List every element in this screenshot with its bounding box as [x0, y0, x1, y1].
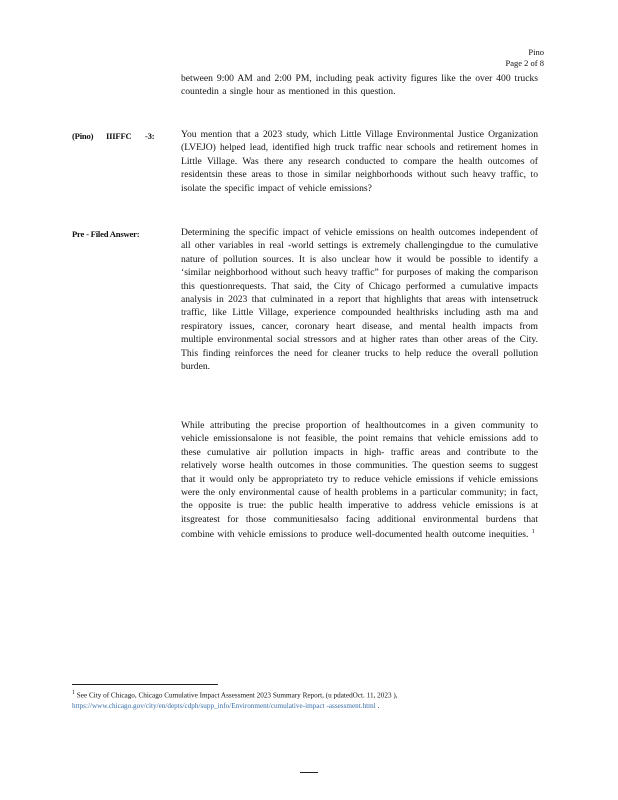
continuation-paragraph: between 9:00 AM and 2:00 PM, including peak activity figures like the over 400 trucks countedin a single hour as mentioned in this question. [181, 73, 538, 98]
footnote-text: See City of Chicago, Chicago Cumulative Impact Assessment 2023 Summary Report, (u pdatedOct. 11, 2023 ), [76, 691, 398, 700]
answer-label: Pre - Filed Answer: [72, 229, 140, 239]
question-number-label: -3: [145, 131, 155, 141]
footnote-reference: 1 [531, 529, 535, 536]
footnote-end: . [377, 702, 380, 711]
header-witness-name: Pino [528, 47, 544, 57]
question-id-label: IIIFFC [106, 131, 132, 141]
footnote-marker: 1 [72, 690, 75, 696]
question-witness-label: (Pino) [72, 131, 94, 141]
footnote-divider [72, 684, 218, 685]
answer-paragraph-2 [181, 419, 538, 542]
footnote [72, 688, 538, 712]
header-page-number: Page 2 of 8 [505, 58, 544, 68]
answer-paragraph-1: Determining the specific impact of vehicle emissions on health outcomes independent of all other variables in real -world settings is extremely challengingdue to the cumulative nature of pollution sources. It is also unclear how it would be possible to identify a ‘similar neighborhood without such heavy traffic” for purposes of making the comparison this questionrequests. That said, the City of Chicago performed a cumulative impacts analysis in 2023 that culminated in a report that highlights that areas with intensetruck traffic, like Little Village, experience compounded healthrisks including asth ma and respiratory issues, cancer, coronary heart disease, and mental health impacts from multiple environmental social stressors and at higher rates than other areas of the City. This finding reinforces the need for cleaner trucks to help reduce the overall pollution burden. [181, 227, 538, 373]
question-text: You mention that a 2023 study, which Little Village Environmental Justice Organization (LVEJO) helped lead, identified high truck traffic near schools and retirement homes in Little Village. Was there any research conducted to compare the health outcomes of residentsin these areas to those in similar neighborhoods without such heavy traffic, to isolate the specific impact of vehicle emissions? [181, 129, 538, 194]
answer-paragraph-2-text: While attributing the precise proportion of healthoutcomes in a given community to vehicle emissionsalone is not feasible, the point remains that vehicle emissions add to these cumulative air pollution impacts in high- traffic areas and contribute to the relatively worse health outcomes in those communities. The question seems to suggest that it would only be appropriateto try to reduce vehicle emissions if vehicle emissions were the only environmental cause of health problems in a particular community; in fact, the opposite is true: the public health imperative to address vehicle emissions is at itsgreatest for those communitiesalso facing additional environmental burdens that combine with vehicle emissions to produce well-documented health outcome inequities. [181, 420, 538, 541]
page-bottom-rule [300, 772, 318, 773]
footnote-link[interactable]: https://www.chicago.gov/city/en/depts/cdph/supp_info/Environment/cumulative-impact -assessment.html [72, 702, 376, 711]
